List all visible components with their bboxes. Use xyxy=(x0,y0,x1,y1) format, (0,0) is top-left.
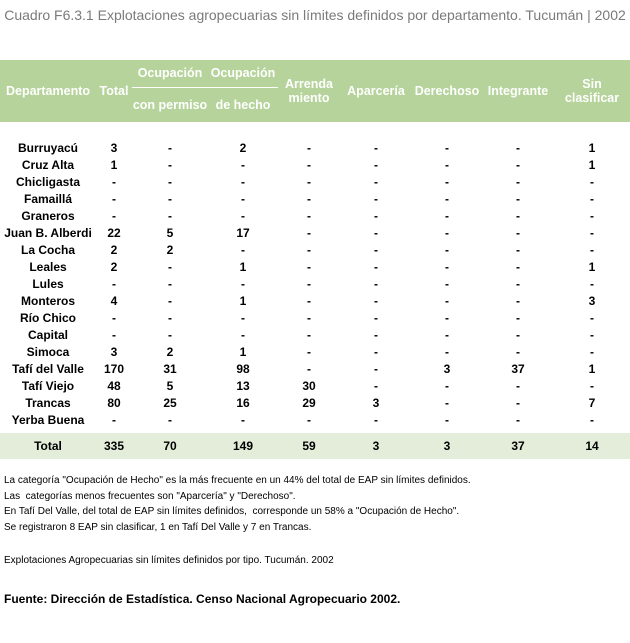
header-departamento: Departamento xyxy=(0,60,96,122)
total-row xyxy=(0,433,630,459)
sin-clasificar-cell: - xyxy=(590,243,594,257)
chart-caption: Explotaciones Agropecuarias sin límites definidos por tipo. Tucumán. 2002 xyxy=(4,555,334,566)
table-row xyxy=(0,395,630,412)
integrante-cell: - xyxy=(516,294,520,308)
spacer-row xyxy=(0,122,630,140)
sin-clasificar-cell: - xyxy=(590,413,594,427)
aparceria-cell: - xyxy=(374,226,378,240)
departamento-cell: Trancas xyxy=(25,396,71,410)
total-aparceria-cell: 3 xyxy=(340,433,412,459)
aparceria-cell: - xyxy=(374,141,378,155)
ocupacion-permiso-cell: 31 xyxy=(163,362,177,376)
ocupacion-hecho-cell: - xyxy=(241,277,245,291)
table-row xyxy=(0,412,630,429)
arrendamiento-cell: - xyxy=(307,141,311,155)
ocupacion-permiso-cell: 2 xyxy=(166,243,174,257)
header-arrendamiento: Arrenda miento xyxy=(278,60,340,122)
integrante-cell: - xyxy=(516,311,520,325)
sin-clasificar-cell: - xyxy=(590,175,594,189)
aparceria-cell: 3 xyxy=(372,396,380,410)
integrante-cell: - xyxy=(516,260,520,274)
ocupacion-permiso-cell: - xyxy=(168,158,172,172)
arrendamiento-cell: - xyxy=(307,158,311,172)
ocupacion-hecho-cell: 98 xyxy=(236,362,250,376)
integrante-cell: - xyxy=(516,396,520,410)
ocupacion-hecho-cell: 1 xyxy=(239,294,247,308)
source-line: Fuente: Dirección de Estadística. Censo Nacional Agropecuario 2002. xyxy=(4,592,401,606)
ocupacion-hecho-cell: 13 xyxy=(236,379,250,393)
table-row xyxy=(0,191,630,208)
table-row xyxy=(0,208,630,225)
ocupacion-hecho-cell: - xyxy=(241,209,245,223)
header-ocupacion-hecho-bottom: de hecho xyxy=(208,87,278,122)
derechoso-cell: - xyxy=(445,243,449,257)
arrendamiento-cell: - xyxy=(307,345,311,359)
arrendamiento-cell: - xyxy=(307,226,311,240)
sin-clasificar-cell: 1 xyxy=(588,362,596,376)
header-ocupacion-permiso-top: Ocupación xyxy=(132,60,208,87)
total-cell: 170 xyxy=(103,362,125,376)
total-cell: 22 xyxy=(107,226,121,240)
total-cell: 3 xyxy=(110,141,118,155)
ocupacion-hecho-cell: - xyxy=(241,192,245,206)
aparceria-cell: - xyxy=(374,175,378,189)
sin-clasificar-cell: 1 xyxy=(588,260,596,274)
derechoso-cell: - xyxy=(445,158,449,172)
derechoso-cell: - xyxy=(445,209,449,223)
total-departamento-cell: Total xyxy=(0,433,96,459)
total-cell: 80 xyxy=(107,396,121,410)
total-cell: 2 xyxy=(110,243,118,257)
ocupacion-permiso-cell: 2 xyxy=(166,345,174,359)
sin-clasificar-cell: - xyxy=(590,209,594,223)
total-arrendamiento-cell: 59 xyxy=(278,433,340,459)
total-cell: 3 xyxy=(110,345,118,359)
total-cell: - xyxy=(112,209,116,223)
header-ocupacion-hecho-top: Ocupación xyxy=(208,60,278,87)
arrendamiento-cell: - xyxy=(307,175,311,189)
derechoso-cell: - xyxy=(445,175,449,189)
total-cell: 4 xyxy=(110,294,118,308)
aparceria-cell: - xyxy=(374,311,378,325)
aparceria-cell: - xyxy=(374,328,378,342)
integrante-cell: - xyxy=(516,141,520,155)
ocupacion-hecho-cell: - xyxy=(241,175,245,189)
table-row xyxy=(0,174,630,191)
derechoso-cell: - xyxy=(445,141,449,155)
arrendamiento-cell: - xyxy=(307,328,311,342)
ocupacion-permiso-cell: 5 xyxy=(166,226,174,240)
ocupacion-hecho-cell: - xyxy=(241,328,245,342)
ocupacion-hecho-cell: - xyxy=(241,158,245,172)
arrendamiento-cell: - xyxy=(307,362,311,376)
total-cell: - xyxy=(112,413,116,427)
departamento-cell: Yerba Buena xyxy=(11,413,85,427)
ocupacion-hecho-cell: 1 xyxy=(239,260,247,274)
table-row xyxy=(0,242,630,259)
derechoso-cell: - xyxy=(445,192,449,206)
total-cell: - xyxy=(112,277,116,291)
sin-clasificar-cell: - xyxy=(590,226,594,240)
note-line: Las categorías menos frecuentes son "Aparcería" y "Derechoso". xyxy=(4,490,296,502)
ocupacion-permiso-cell: 25 xyxy=(163,396,177,410)
integrante-cell: - xyxy=(516,328,520,342)
derechoso-cell: - xyxy=(445,328,449,342)
sin-clasificar-cell: - xyxy=(590,277,594,291)
departamento-cell: Simoca xyxy=(26,345,70,359)
aparceria-cell: - xyxy=(374,158,378,172)
integrante-cell: - xyxy=(516,413,520,427)
departamento-cell: Río Chico xyxy=(20,311,76,325)
ocupacion-hecho-cell: 17 xyxy=(236,226,250,240)
departamento-cell: Graneros xyxy=(21,209,75,223)
derechoso-cell: - xyxy=(445,260,449,274)
table-row xyxy=(0,259,630,276)
arrendamiento-cell: 29 xyxy=(302,396,316,410)
integrante-cell: - xyxy=(516,209,520,223)
header-sin-clasificar: Sin clasificar xyxy=(554,60,630,122)
integrante-cell: - xyxy=(516,277,520,291)
aparceria-cell: - xyxy=(374,243,378,257)
departamento-cell: Monteros xyxy=(21,294,75,308)
sin-clasificar-cell: - xyxy=(590,311,594,325)
header-total: Total xyxy=(96,60,132,122)
ocupacion-hecho-cell: - xyxy=(241,311,245,325)
integrante-cell: - xyxy=(516,243,520,257)
integrante-cell: - xyxy=(516,379,520,393)
aparceria-cell: - xyxy=(374,277,378,291)
note-line: La categoría "Ocupación de Hecho" es la más frecuente en un 44% del total de EAP sin límites definidos. xyxy=(4,475,471,486)
aparceria-cell: - xyxy=(374,362,378,376)
arrendamiento-cell: 30 xyxy=(302,379,316,393)
ocupacion-permiso-cell: - xyxy=(168,277,172,291)
arrendamiento-cell: - xyxy=(307,277,311,291)
total-total-cell: 335 xyxy=(96,433,132,459)
total-sin-clasificar-cell: 14 xyxy=(554,433,630,459)
departamento-cell: Leales xyxy=(29,260,67,274)
ocupacion-hecho-cell: 1 xyxy=(239,345,247,359)
header-aparceria: Aparcería xyxy=(340,60,412,122)
sin-clasificar-cell: - xyxy=(590,345,594,359)
departamento-cell: Capital xyxy=(27,328,68,342)
departamento-cell: La Cocha xyxy=(20,243,75,257)
ocupacion-permiso-cell: - xyxy=(168,209,172,223)
table-row xyxy=(0,327,630,344)
notes-block xyxy=(4,473,471,569)
departamento-cell: Chicligasta xyxy=(15,175,81,189)
ocupacion-permiso-cell: - xyxy=(168,141,172,155)
ocupacion-hecho-cell: - xyxy=(241,243,245,257)
ocupacion-permiso-cell: - xyxy=(168,175,172,189)
table-row xyxy=(0,293,630,310)
integrante-cell: - xyxy=(516,226,520,240)
header-ocupacion-permiso-bottom: con permiso xyxy=(132,87,208,122)
derechoso-cell: - xyxy=(445,379,449,393)
integrante-cell: 37 xyxy=(511,362,525,376)
total-cell: - xyxy=(112,328,116,342)
aparceria-cell: - xyxy=(374,192,378,206)
total-cell: - xyxy=(112,311,116,325)
derechoso-cell: - xyxy=(445,277,449,291)
ocupacion-permiso-cell: - xyxy=(168,413,172,427)
table-row xyxy=(0,276,630,293)
sin-clasificar-cell: - xyxy=(590,328,594,342)
arrendamiento-cell: - xyxy=(307,413,311,427)
arrendamiento-cell: - xyxy=(307,192,311,206)
table-row xyxy=(0,225,630,242)
note-line: Se registraron 8 EAP sin clasificar, 1 en Tafí Del Valle y 7 en Trancas. xyxy=(4,521,312,533)
sin-clasificar-cell: 7 xyxy=(588,396,596,410)
data-table xyxy=(0,60,630,459)
sin-clasificar-cell: 1 xyxy=(588,141,596,155)
sin-clasificar-cell: - xyxy=(590,192,594,206)
integrante-cell: - xyxy=(516,158,520,172)
ocupacion-hecho-cell: - xyxy=(241,413,245,427)
ocupacion-permiso-cell: - xyxy=(168,311,172,325)
total-derechoso-cell: 3 xyxy=(412,433,482,459)
aparceria-cell: - xyxy=(374,260,378,274)
table-row xyxy=(0,310,630,327)
derechoso-cell: - xyxy=(445,294,449,308)
ocupacion-permiso-cell: - xyxy=(168,328,172,342)
arrendamiento-cell: - xyxy=(307,294,311,308)
sin-clasificar-cell: 3 xyxy=(588,294,596,308)
table-row xyxy=(0,344,630,361)
table-row xyxy=(0,140,630,157)
aparceria-cell: - xyxy=(374,209,378,223)
derechoso-cell: - xyxy=(445,413,449,427)
total-ocupacion-permiso-cell: 70 xyxy=(132,433,208,459)
ocupacion-permiso-cell: - xyxy=(168,294,172,308)
integrante-cell: - xyxy=(516,175,520,189)
departamento-cell: Tafí del Valle xyxy=(12,362,84,376)
table-title: Cuadro F6.3.1 Explotaciones agropecuarias sin límites definidos por departamento. Tucumán | 2002 xyxy=(4,7,626,23)
derechoso-cell: - xyxy=(445,226,449,240)
departamento-cell: Famaillá xyxy=(23,192,73,206)
total-cell: 2 xyxy=(110,260,118,274)
ocupacion-hecho-cell: 16 xyxy=(236,396,250,410)
total-ocupacion-hecho-cell: 149 xyxy=(208,433,278,459)
header-derechoso: Derechoso xyxy=(412,60,482,122)
table-row xyxy=(0,361,630,378)
departamento-cell: Burruyacú xyxy=(17,141,79,155)
header-integrante: Integrante xyxy=(482,60,554,122)
ocupacion-permiso-cell: - xyxy=(168,192,172,206)
aparceria-cell: - xyxy=(374,294,378,308)
integrante-cell: - xyxy=(516,192,520,206)
ocupacion-hecho-cell: 2 xyxy=(239,141,247,155)
derechoso-cell: - xyxy=(445,345,449,359)
departamento-cell: Juan B. Alberdi xyxy=(4,226,92,240)
arrendamiento-cell: - xyxy=(307,260,311,274)
sin-clasificar-cell: - xyxy=(590,379,594,393)
note-line: En Tafí Del Valle, del total de EAP sin límites definidos, corresponde un 58% a "Ocupación de Hecho". xyxy=(4,506,460,517)
aparceria-cell: - xyxy=(374,379,378,393)
ocupacion-permiso-cell: 5 xyxy=(166,379,174,393)
derechoso-cell: 3 xyxy=(443,362,451,376)
table-row xyxy=(0,157,630,174)
total-integrante-cell: 37 xyxy=(482,433,554,459)
derechoso-cell: - xyxy=(445,396,449,410)
departamento-cell: Lules xyxy=(32,277,64,291)
ocupacion-permiso-cell: - xyxy=(168,260,172,274)
arrendamiento-cell: - xyxy=(307,243,311,257)
departamento-cell: Tafí Viejo xyxy=(21,379,75,393)
total-cell: - xyxy=(112,175,116,189)
derechoso-cell: - xyxy=(445,311,449,325)
total-cell: 1 xyxy=(110,158,118,172)
aparceria-cell: - xyxy=(374,413,378,427)
departamento-cell: Cruz Alta xyxy=(21,158,75,172)
total-cell: - xyxy=(112,192,116,206)
sin-clasificar-cell: 1 xyxy=(588,158,596,172)
integrante-cell: - xyxy=(516,345,520,359)
table-row xyxy=(0,378,630,395)
arrendamiento-cell: - xyxy=(307,311,311,325)
total-cell: 48 xyxy=(107,379,121,393)
aparceria-cell: - xyxy=(374,345,378,359)
arrendamiento-cell: - xyxy=(307,209,311,223)
